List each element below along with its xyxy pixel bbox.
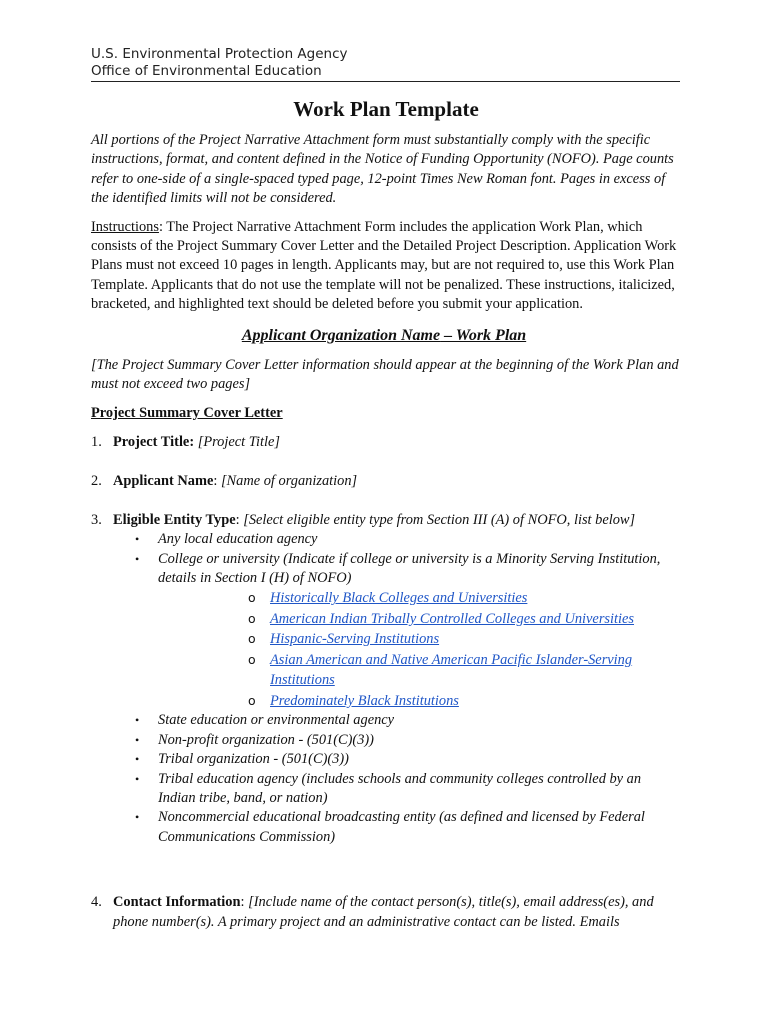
page-title: Work Plan Template: [293, 97, 479, 121]
item-number: 2.: [91, 473, 102, 490]
list-item: [91, 550, 681, 712]
bullet-icon: •: [135, 551, 140, 566]
item-eligible-entity: [91, 511, 681, 530]
list-item: [158, 691, 681, 712]
item-number: 3.: [91, 511, 102, 528]
circle-bullet-icon: o: [248, 610, 256, 626]
item-label: Contact Information: [113, 894, 241, 911]
list-item-text: Tribal organization - (501(C)(3)): [158, 751, 349, 768]
link-tccu[interactable]: American Indian Tribally Controlled Colleges and Universities: [270, 610, 635, 627]
list-item: [158, 629, 681, 650]
item-separator: :: [240, 894, 249, 911]
bullet-icon: •: [135, 810, 140, 825]
office-name: Office of Environmental Education: [91, 63, 322, 79]
entity-list: [91, 530, 681, 847]
item-label: Project Title:: [113, 433, 195, 450]
list-item: [158, 650, 681, 691]
bullet-icon: •: [135, 532, 140, 547]
document-content: [91, 46, 681, 932]
instructions-text: : The Project Narrative Attachment Form includes the application Work Plan, which consists of the Project Summary Cover Letter and the Detailed Project Description. Application Work Plans must not exceed 10 pages in length. Applicants may, but are not required to, use this Work Plan Template. Applicants that do not use the template will not be penalized. These instructions, italicized, bracketed, and highlighted text should be deleted before you submit your application.: [91, 218, 677, 313]
bullet-icon: •: [135, 771, 140, 786]
list-item-text: Any local education agency: [158, 531, 318, 548]
subtitle-org: Applicant Organization Name: [241, 326, 441, 344]
letterhead: [91, 46, 681, 80]
list-item-text: College or university (Indicate if college or university is a Minority Serving Institution, details in Section I (H) of NOFO): [158, 550, 661, 586]
link-pbi[interactable]: Predominately Black Institutions: [270, 692, 459, 709]
item-contact-info: [91, 893, 681, 932]
agency-name: U.S. Environmental Protection Agency: [91, 46, 348, 62]
bracket-note: [The Project Summary Cover Letter information should appear at the beginning of the Work Plan and must not exceed two pages]: [91, 356, 679, 393]
list-item-text: Non-profit organization - (501(C)(3)): [158, 731, 374, 748]
list-item: [91, 808, 681, 847]
link-hsi[interactable]: Hispanic-Serving Institutions: [270, 631, 440, 648]
item-number: 1.: [91, 433, 102, 450]
list-item: [91, 731, 681, 750]
list-item-text: Noncommercial educational broadcasting entity (as defined and licensed by Federal Communications Commission): [158, 809, 645, 845]
list-item: [91, 711, 681, 730]
item-value: [Name of organization]: [220, 473, 358, 490]
section-heading: Project Summary Cover Letter: [91, 405, 283, 422]
item-label: Eligible Entity Type: [113, 511, 236, 528]
subtitle-rest: – Work Plan: [440, 326, 527, 344]
circle-bullet-icon: o: [248, 590, 256, 606]
list-item-text: State education or environmental agency: [158, 712, 395, 729]
item-applicant-name: [91, 472, 681, 491]
bullet-icon: •: [135, 732, 140, 747]
work-plan-subtitle: [91, 326, 681, 346]
item-value: [Project Title]: [194, 433, 280, 450]
item-value: [Include name of the contact person(s), title(s), email address(es), and phone number(s). A primary project and an administrative contact can be listed. Emails: [113, 894, 654, 930]
circle-bullet-icon: o: [248, 651, 256, 667]
list-item-text: Tribal education agency (includes schools and community colleges controlled by an Indian tribe, band, or nation): [158, 770, 642, 806]
list-item: [91, 530, 681, 549]
msi-link-list: [158, 588, 681, 711]
list-item: [91, 750, 681, 769]
item-value: [Select eligible entity type from Section III (A) of NOFO, list below]: [243, 511, 636, 528]
item-separator: :: [213, 473, 221, 490]
list-item: [158, 609, 681, 630]
circle-bullet-icon: o: [248, 692, 256, 708]
bullet-icon: •: [135, 752, 140, 767]
header-rule: [91, 81, 680, 82]
bullet-icon: •: [135, 713, 140, 728]
link-hbcu[interactable]: Historically Black Colleges and Universities: [270, 590, 528, 607]
link-aanapisi[interactable]: Asian American and Native American Pacific Islander-Serving Institutions: [270, 651, 633, 689]
item-project-title: [91, 433, 681, 452]
circle-bullet-icon: o: [248, 631, 256, 647]
instructions-label: Instructions: [91, 218, 159, 235]
instructions-paragraph: [91, 218, 681, 315]
list-item: [158, 588, 681, 609]
list-item: [91, 770, 681, 809]
item-number: 4.: [91, 894, 102, 911]
item-separator: :: [235, 511, 244, 528]
item-label: Applicant Name: [113, 473, 214, 490]
intro-paragraph: All portions of the Project Narrative Attachment form must substantially comply with the specific instructions, format, and content defined in the Notice of Funding Opportunity (NOFO). Page counts refer to one-side of a single-spaced typed page, 12-point Times New Roman font. Pages in excess of the identified limits will not be considered.: [91, 132, 674, 207]
